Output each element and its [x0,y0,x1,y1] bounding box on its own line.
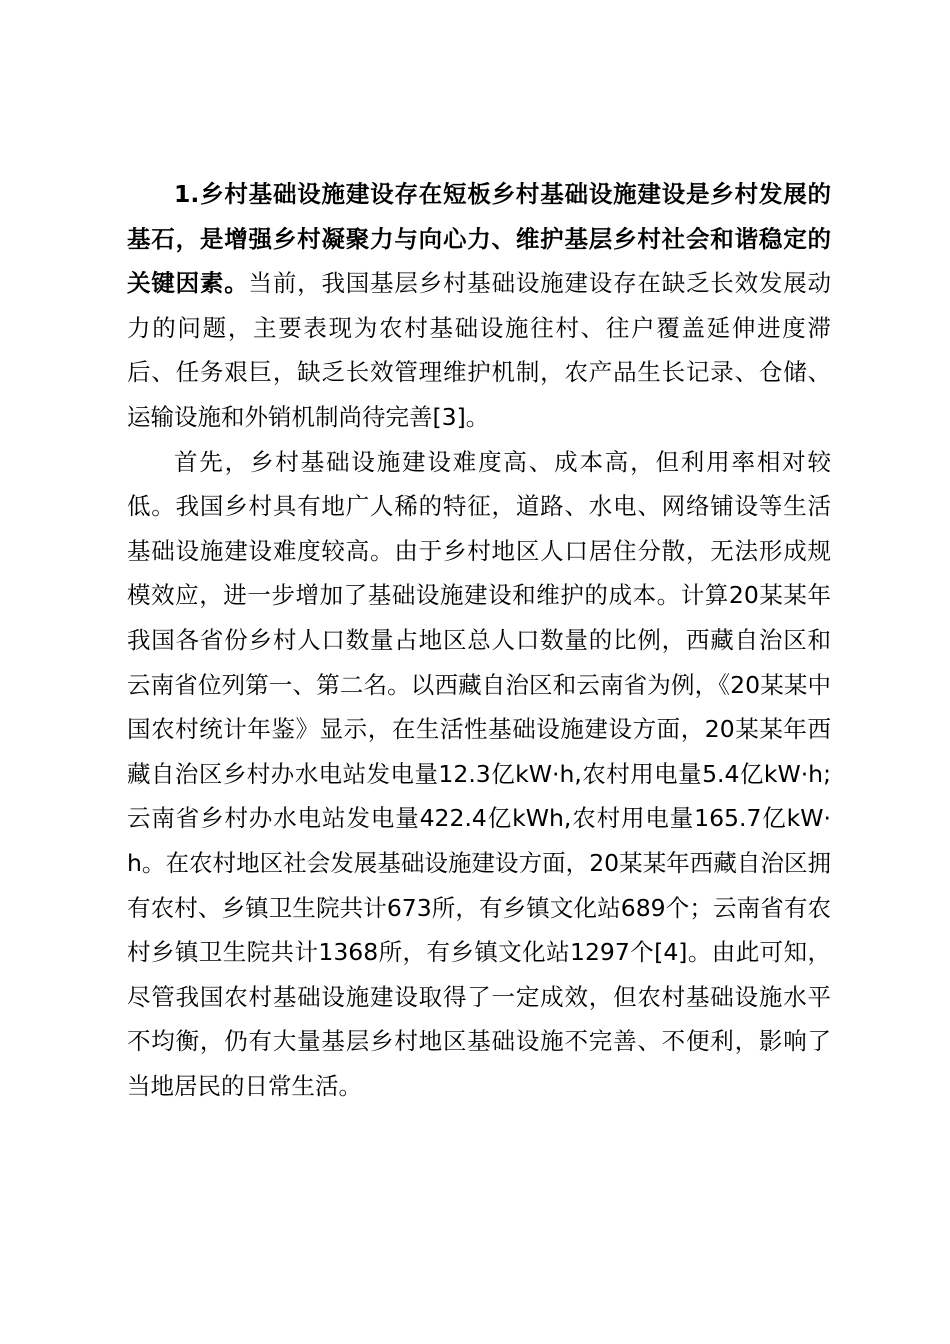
paragraph-construction-cost: 首先，乡村基础设施建设难度高、成本高，但利用率相对较低。我国乡村具有地广人稀的特征，道路、水电、网络铺设等生活基础设施建设难度较高。由于乡村地区人口居住分散，无法形成规模效应，进一步增加了基础设施建设和维护的成本。计算20某某年我国各省份乡村人口数量占地区总人口数量的比例，西藏自治区和云南省位列第一、第二名。以西藏自治区和云南省为例，《20某某中国农村统计年鉴》显示，在生活性基础设施建设方面，20某某年西藏自治区乡村办水电站发电量12.3亿kW·h,农村用电量5.4亿kW·h;云南省乡村办水电站发电量422.4亿kWh,农村用电量165.7亿kW·h。在农村地区社会发展基础设施建设方面，20某某年西藏自治区拥有农村、乡镇卫生院共计673所，有乡镇文化站689个；云南省有农村乡镇卫生院共计1368所，有乡镇文化站1297个[4]。由此可知，尽管我国农村基础设施建设取得了一定成效，但农村基础设施水平不均衡，仍有大量基层乡村地区基础设施不完善、不便利，影响了当地居民的日常生活。 [127,447,831,1100]
section-heading: 1.乡村基础设施建设存在短板乡村基础设施建设是乡村发展的基石，是增强乡村凝聚力与向心力、维护基层乡村社会和谐稳定的关键因素。 [127,180,831,298]
document-body [127,172,831,1108]
paragraph-infrastructure-shortfall [127,172,831,440]
paragraph-body: 当前，我国基层乡村基础设施建设存在缺乏长效发展动力的问题，主要表现为农村基础设施往村、往户覆盖延伸进度滞后、任务艰巨，缺乏长效管理维护机制，农产品生长记录、仓储、运输设施和外销机制尚待完善[3]。 [127,269,832,431]
